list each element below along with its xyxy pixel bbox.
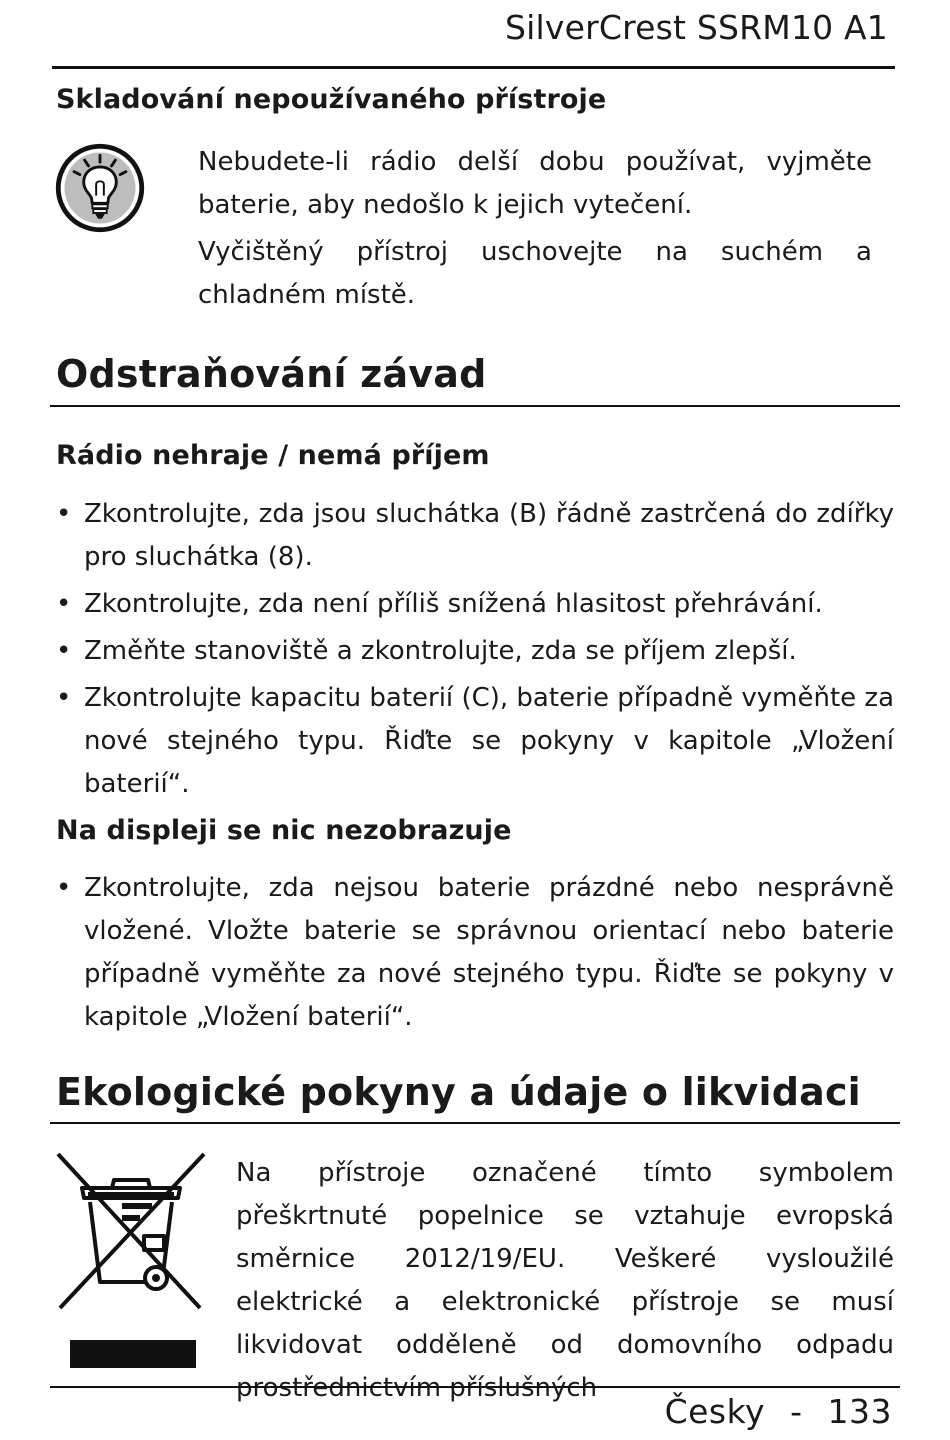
- no-display-heading: Na displeji se nic nezobrazuje: [56, 815, 512, 846]
- list-item: • Zkontrolujte, zda jsou sluchátka (B) řádně zastrčená do zdířky pro sluchátka (8).: [56, 493, 894, 579]
- no-reception-list: [56, 493, 894, 810]
- crossed-out-bin-icon: [52, 1148, 210, 1372]
- disposal-paragraph: Na přístroje označené tímto symbolem přeškrtnuté popelnice se vztahuje evropská směrnice 2012/19/EU. Veškeré vysloužilé elektrické a elektronické přístroje se musí likvidovat odděleně od domovního odpadu prostřednictvím příslušných: [236, 1158, 894, 1403]
- light-bulb-icon: [52, 138, 148, 238]
- page-number: 133: [827, 1392, 892, 1431]
- troubleshooting-divider: [50, 405, 900, 407]
- header-divider: [52, 66, 895, 69]
- disposal-heading: Ekologické pokyny a údaje o likvidaci: [56, 1070, 861, 1114]
- document-header-title: SilverCrest SSRM10 A1: [504, 8, 888, 47]
- storage-heading: Skladování nepoužívaného přístroje: [56, 84, 607, 115]
- page-footer: [665, 1392, 892, 1431]
- no-display-list: [56, 867, 894, 1043]
- list-item: • Zkontrolujte kapacitu baterií (C), baterie případně vyměňte za nové stejného typu. Řiďte se pokyny v kapitole „Vložení baterií“.: [56, 677, 894, 806]
- list-item: • Zkontrolujte, zda nejsou baterie prázdné nebo nesprávně vložené. Vložte baterie se správnou orientací nebo baterie případně vyměňte za nové stejného typu. Řiďte se pokyny v kapitole „Vložení baterií“.: [56, 867, 894, 1039]
- no-reception-heading: Rádio nehraje / nemá příjem: [56, 440, 490, 471]
- list-item: • Zkontrolujte, zda není příliš snížená hlasitost přehrávání.: [56, 583, 894, 626]
- troubleshooting-heading: Odstraňování závad: [56, 352, 487, 396]
- storage-paragraph-2: Vyčištěný přístroj uschovejte na suchém a chladném místě.: [198, 237, 872, 310]
- footer-separator: -: [790, 1392, 803, 1431]
- footer-divider: [50, 1386, 900, 1388]
- footer-language: Česky: [664, 1392, 766, 1431]
- storage-paragraph-1: Nebudete-li rádio delší dobu používat, vyjměte baterie, aby nedošlo k jejich vytečení.: [198, 147, 872, 220]
- list-item: • Změňte stanoviště a zkontrolujte, zda se příjem zlepší.: [56, 630, 894, 673]
- disposal-divider: [50, 1122, 900, 1124]
